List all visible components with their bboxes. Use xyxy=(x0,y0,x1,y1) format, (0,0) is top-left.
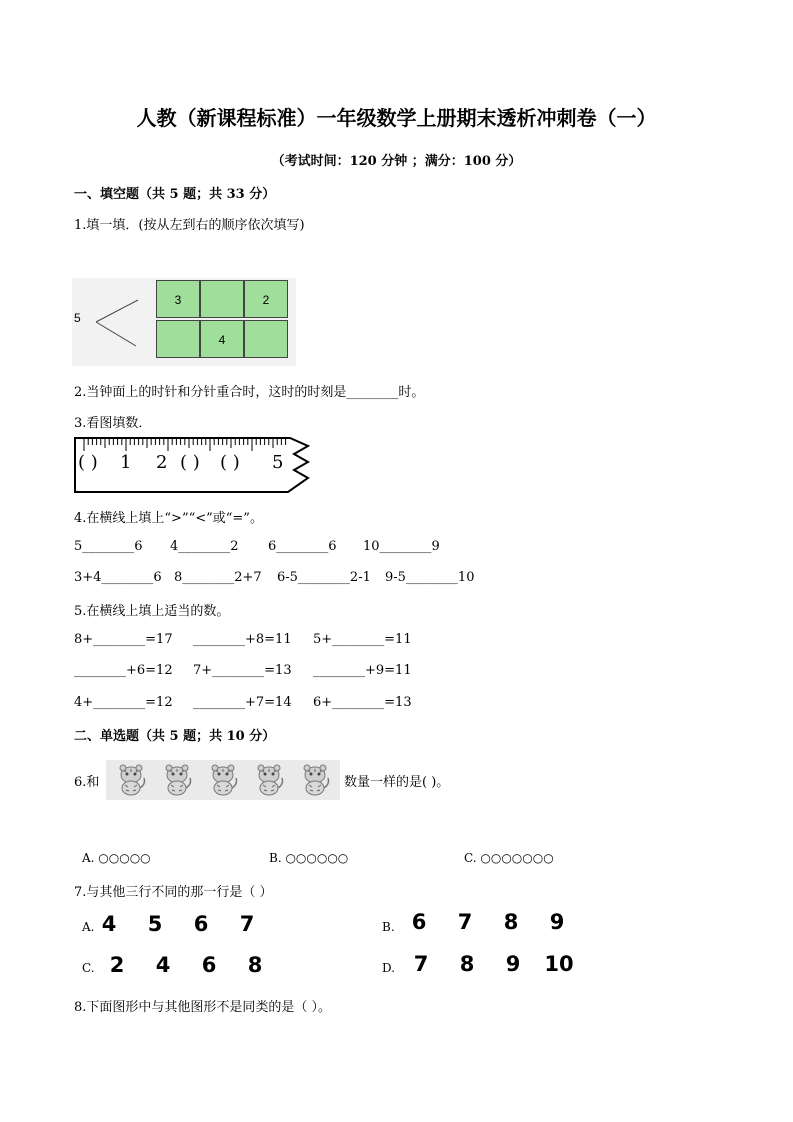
q7-number: 9 xyxy=(549,910,565,934)
split-lines xyxy=(90,292,160,352)
question-4-text: 4.在横线上填上“>”“<”或“=”。 xyxy=(74,511,263,526)
q5-item: 8+________=17 xyxy=(74,632,173,647)
question-5-text: 5.在横线上填上适当的数。 xyxy=(74,604,230,619)
tiger-icon xyxy=(160,764,194,796)
q5-item: 6+________=13 xyxy=(313,695,412,710)
section-2-heading: 二、单选题（共 5 题；共 10 分） xyxy=(74,729,276,744)
q5-item: ________+8=11 xyxy=(193,632,292,647)
q4-item: 4________2 xyxy=(170,539,239,554)
q7-option-d-label: D. xyxy=(382,961,396,975)
ruler-mark: 5 xyxy=(272,452,284,473)
q7-number: 6 xyxy=(201,953,217,977)
whole-number: 5 xyxy=(74,311,81,325)
q7-option-a-numbers xyxy=(86,912,270,936)
tiger-icon xyxy=(206,764,240,796)
question-3-text: 3.看图填数． xyxy=(74,416,152,431)
q7-option-d-numbers xyxy=(398,952,582,976)
ruler-mark: 1 xyxy=(120,452,132,473)
q4-item: 6-5________2-1 xyxy=(277,570,371,585)
q7-number: 8 xyxy=(247,953,263,977)
q4-item: 8________2+7 xyxy=(174,570,262,585)
q7-number: 10 xyxy=(544,952,574,976)
q4-item: 5________6 xyxy=(74,539,143,554)
q7-option-c-label: C. xyxy=(82,961,95,975)
tiger-icon xyxy=(298,764,332,796)
q7-option-b-numbers xyxy=(396,910,580,934)
tiger-picture xyxy=(106,760,340,800)
q7-number: 7 xyxy=(239,912,255,936)
ruler-mark: 2 xyxy=(156,452,168,473)
grid-cell xyxy=(200,280,244,318)
q6-option-a: A. ○○○○○ xyxy=(82,851,151,865)
page-title: 人教（新课程标准）一年级数学上册期末透析冲刺卷（一） xyxy=(136,106,657,130)
number-split-figure xyxy=(72,278,296,366)
q7-number: 6 xyxy=(411,910,427,934)
q6-option-b: B. ○○○○○○ xyxy=(269,851,349,865)
section-1-heading: 一、填空题（共 5 题；共 33 分） xyxy=(74,187,276,202)
grid-cell: 4 xyxy=(200,320,244,358)
ruler-figure xyxy=(74,436,318,496)
ruler-mark: ( ) xyxy=(78,452,98,473)
q4-item: 10________9 xyxy=(363,539,440,554)
q7-option-a-label: A. xyxy=(82,920,95,934)
question-8-text: 8.下面图形中与其他图形不是同类的是（ ）。 xyxy=(74,1000,332,1015)
question-6-suffix: 数量一样的是( )。 xyxy=(344,775,450,790)
q6-option-c: C. ○○○○○○○ xyxy=(464,851,554,865)
q7-number: 4 xyxy=(155,953,171,977)
q7-number: 4 xyxy=(101,912,117,936)
q7-number: 2 xyxy=(109,953,125,977)
q7-option-c-numbers xyxy=(94,953,278,977)
q7-number: 6 xyxy=(193,912,209,936)
grid-cell: 2 xyxy=(244,280,288,318)
q7-number: 8 xyxy=(459,952,475,976)
q7-number: 7 xyxy=(457,910,473,934)
exam-info: （考试时间：120 分钟 ；满分：100 分） xyxy=(271,154,522,169)
grid-cell xyxy=(156,320,200,358)
q7-number: 8 xyxy=(503,910,519,934)
ruler-mark: ( ) xyxy=(180,452,200,473)
q4-item: 3+4________6 xyxy=(74,570,162,585)
q5-item: ________+7=14 xyxy=(193,695,292,710)
q4-item: 6________6 xyxy=(268,539,337,554)
q5-item: 4+________=12 xyxy=(74,695,173,710)
q5-item: ________+6=12 xyxy=(74,663,173,678)
ruler-mark: ( ) xyxy=(220,452,240,473)
question-2-text: 2.当钟面上的时针和分针重合时，这时的时刻是________时。 xyxy=(74,385,425,400)
q5-item: ________+9=11 xyxy=(313,663,412,678)
q7-number: 5 xyxy=(147,912,163,936)
tiger-icon xyxy=(252,764,286,796)
q5-item: 7+________=13 xyxy=(193,663,292,678)
q7-number: 7 xyxy=(413,952,429,976)
question-1-text: 1.填一填．(按从左到右的顺序依次填写) xyxy=(74,218,305,233)
q7-option-b-label: B. xyxy=(382,920,395,934)
q4-item: 9-5________10 xyxy=(385,570,475,585)
q5-item: 5+________=11 xyxy=(313,632,412,647)
grid-cell: 3 xyxy=(156,280,200,318)
q7-number: 9 xyxy=(505,952,521,976)
question-7-text: 7.与其他三行不同的那一行是（ ） xyxy=(74,885,273,900)
grid-cell xyxy=(244,320,288,358)
tiger-icon xyxy=(114,764,148,796)
question-6-prefix: 6.和 xyxy=(74,775,100,790)
